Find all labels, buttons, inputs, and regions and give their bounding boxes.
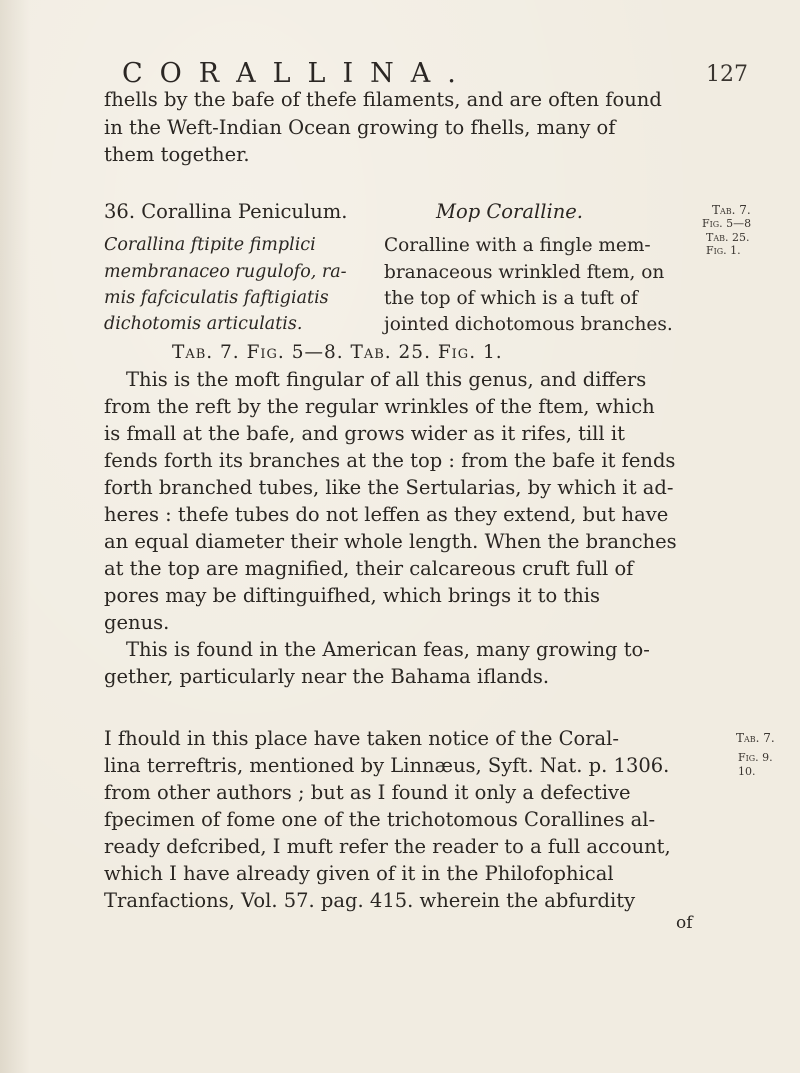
para2-line-2: gether, particularly near the Bahama iflands.: [104, 665, 550, 688]
para1-line-9: pores may be diftinguifhed, which brings it to this: [104, 584, 601, 607]
para1-line-4: fends forth its branches at the top : from the bafe it fends: [104, 449, 676, 472]
intro-line-3: them together.: [104, 143, 250, 166]
english-desc-line-3: the top of which is a tuft of: [384, 288, 638, 309]
latin-desc-line-1: Corallina ftipite fimplici: [104, 235, 316, 255]
para1-line-5: forth branched tubes, like the Sertularias, by which it ad-: [104, 476, 674, 499]
latin-desc-line-2: membranaceo rugulofo, ra-: [104, 262, 347, 282]
plate-reference: Tab. 7. Fig. 5—8. Tab. 25. Fig. 1.: [172, 342, 503, 363]
para1-line-2: from the reft by the regular wrinkles of the ftem, which: [104, 395, 655, 418]
intro-line-2: in the Weft-Indian Ocean growing to fhells, many of: [104, 116, 616, 139]
para1-line-1: This is the moft fingular of all this genus, and differs: [126, 368, 647, 391]
para3-line-1: I fhould in this place have taken notice of the Coral-: [104, 727, 619, 750]
species-latin-name: 36. Corallina Peniculum.: [104, 200, 348, 223]
para1-line-6: heres : thefe tubes do not leffen as they extend, but have: [104, 503, 669, 526]
para1-line-10: genus.: [104, 611, 170, 634]
para3-line-7: Tranfactions, Vol. 57. pag. 415. wherein the abfurdity: [104, 889, 636, 912]
english-desc-line-2: branaceous wrinkled ftem, on: [384, 262, 665, 283]
para3-line-2: lina terreftris, mentioned by Linnæus, Syft. Nat. p. 1306.: [104, 754, 670, 777]
margin-note-tab7: Tab. 7.: [712, 203, 751, 217]
margin-note-tab25: Tab. 25.: [706, 231, 750, 244]
para3-line-6: which I have already given of it in the Philofophical: [104, 862, 614, 885]
margin-note-fig1: Fig. 1.: [706, 244, 741, 257]
latin-desc-line-4: dichotomis articulatis.: [104, 314, 303, 334]
para3-line-4: fpecimen of fome one of the trichotomous Corallines al-: [104, 808, 656, 831]
para2-line-1: This is found in the American feas, many growing to-: [126, 638, 650, 661]
para1-line-3: is fmall at the bafe, and grows wider as it rifes, till it: [104, 422, 625, 445]
page-number: 127: [706, 62, 748, 87]
english-desc-line-4: jointed dichotomous branches.: [384, 314, 673, 335]
para3-line-3: from other authors ; but as I found it only a defective: [104, 781, 631, 804]
running-header-title: CORALLINA.: [122, 58, 473, 89]
catchword: of: [676, 913, 693, 933]
intro-line-1: fhells by the bafe of thefe filaments, and are often found: [104, 88, 662, 111]
margin-note-10: 10.: [738, 765, 756, 778]
para3-line-5: ready defcribed, I muft refer the reader to a full account,: [104, 835, 671, 858]
species-english-name: Mop Coralline.: [436, 200, 584, 223]
margin-note-tab7-b: Tab. 7.: [736, 731, 775, 745]
para1-line-7: an equal diameter their whole length. When the branches: [104, 530, 677, 553]
english-desc-line-1: Coralline with a fingle mem-: [384, 235, 651, 256]
margin-note-fig9: Fig. 9.: [738, 751, 773, 764]
latin-desc-line-3: mis fafciculatis faftigiatis: [104, 288, 329, 308]
margin-note-fig5-8: Fig. 5—8: [702, 217, 752, 230]
para1-line-8: at the top are magnified, their calcareous cruft full of: [104, 557, 634, 580]
